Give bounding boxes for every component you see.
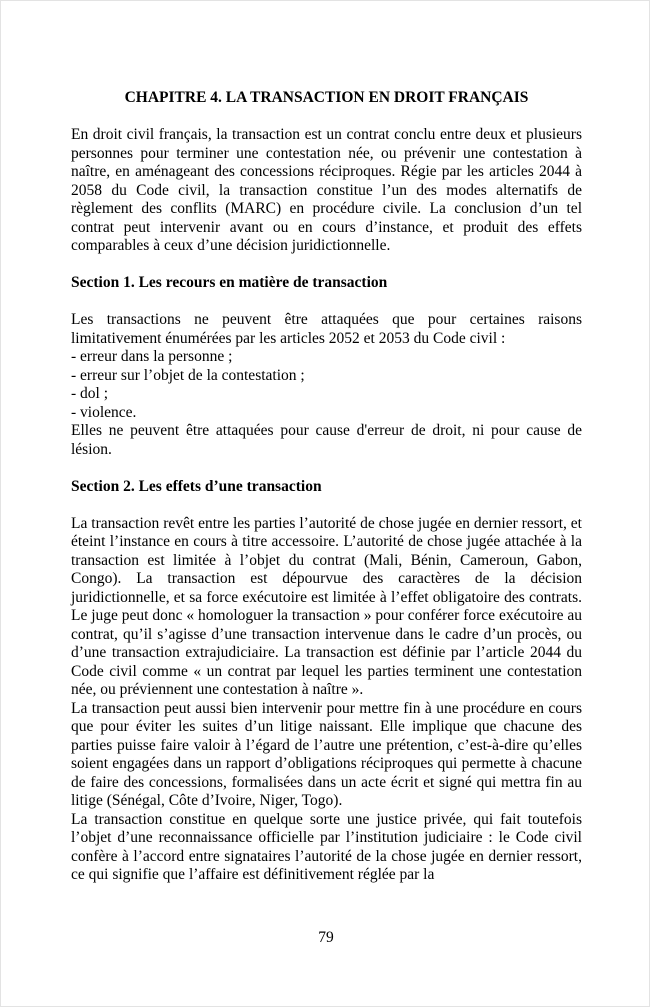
list-item: - violence. <box>71 403 137 421</box>
document-page <box>1 1 650 885</box>
section-1-lead-paragraph: Les transactions ne peuvent être attaquées que pour certaines raisons limitativement énumérées par les articles 2052 et 2053 du Code civil : <box>71 311 582 347</box>
list-item: - erreur dans la personne ; <box>71 348 233 365</box>
list-item: - dol ; <box>71 385 109 402</box>
section-2-paragraph: La transaction peut aussi bien intervenir pour mettre fin à une procédure en cours que pour éviter les suites d’un litige naissant. Elle implique que chacune des parties puisse faire valoir à l’égard de l’autre une prétention, c’est-à-dire qu’elles soient engagées dans un rapport d’obligations réciproques qui permette à chacune de faire des concessions, formalisées dans un acte écrit et signé qui mettra fin au litige (Sénégal, Côte d’Ivoire, Niger, Togo). <box>71 699 582 809</box>
list-item: - erreur sur l’objet de la contestation ; <box>71 366 305 384</box>
intro-paragraph: En droit civil français, la transaction est un contrat conclu entre deux et plusieurs personnes pour terminer une contestation née, ou prévenir une contestation à naître, en aménageant des concessions réciproques. Régie par les articles 2044 à 2058 du Code civil, la transaction constitue l’un des modes alternatifs de règlement des conflits (MARC) en procédure civile. La conclusion d’un tel contrat peut intervenir avant ou en cours d’instance, et produit des effets comparables à ceux d’une décision juridictionnelle. <box>71 126 582 254</box>
section-2-paragraph: La transaction revêt entre les parties l’autorité de chose jugée en dernier ressort, et éteint l’instance en cours à titre accessoire. L’autorité de chose jugée attachée à la transaction est limitée à l’objet du contrat (Mali, Bénin, Cameroun, Gabon, Congo). La transaction est dépourvue des caractères de la décision juridictionnelle, et sa force exécutoire est limitée à l’effet obligatoire des contrats. Le juge peut donc « homologuer la transaction » pour conférer force exécutoire au contrat, qu’il s’agisse d’une transaction intervenue dans le cadre d’un procès, ou d’une transaction extrajudiciaire. La transaction est définie par l’article 2044 du Code civil comme « un contrat par lequel les parties terminent une contestation née, ou préviennent une contestation à naître ». <box>71 514 582 698</box>
grounds-list <box>71 348 582 422</box>
section-1-closing-paragraph: Elles ne peuvent être attaquées pour cause d'erreur de droit, ni pour cause de lésion. <box>71 422 582 458</box>
section-1-heading: Section 1. Les recours en matière de transaction <box>71 274 388 291</box>
page-number: 79 <box>318 929 334 946</box>
section-2-heading: Section 2. Les effets d’une transaction <box>71 477 322 495</box>
section-2-paragraph: La transaction constitue en quelque sorte une justice privée, qui fait toutefois l’objet d’une reconnaissance officielle par l’institution judiciaire : le Code civil confère à l’accord entre signataires l’autorité de la chose jugée en dernier ressort, ce qui signifie que l’affaire est définitivement réglée par la <box>71 810 582 883</box>
chapter-title: CHAPITRE 4. LA TRANSACTION EN DROIT FRANÇAIS <box>124 89 529 106</box>
